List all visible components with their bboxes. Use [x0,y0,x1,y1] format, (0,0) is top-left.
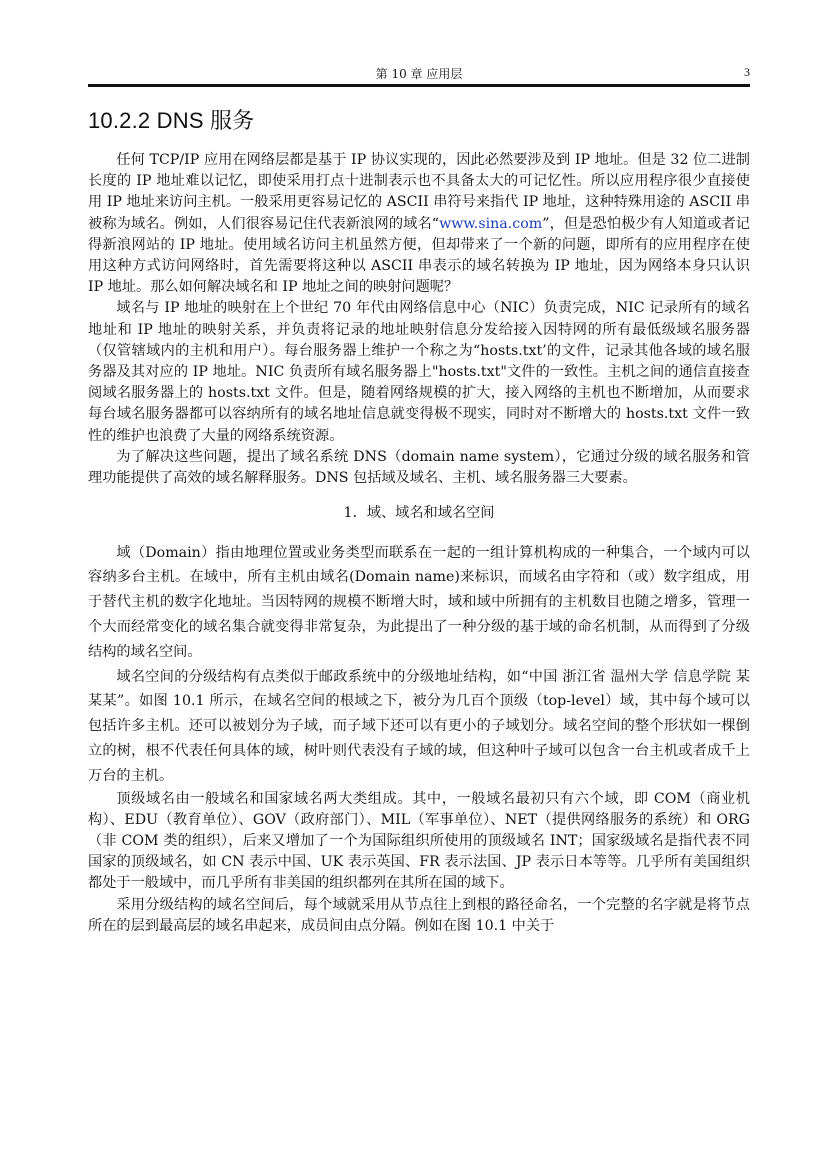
paragraph-main-1: 域（Domain）指由地理位置或业务类型而联系在一起的一组计算机构成的一种集合，一个域内可以容纳多台主机。在域中，所有主机由域名(Domain name)来标识，而域名由字符和（或）数字组成，用于替代主机的数字化地址。当因特网的规模不断增大时，域和域中所拥有的主机数目也随之增多，管理一个大而经常变化的域名集合就变得非常复杂，为此提出了一种分级的基于域的命名机制，从而得到了分级结构的域名空间。 [88,544,750,660]
body-text [88,150,750,937]
text-run: 任何 TCP/IP 应用在网络层都是基于 IP 协议实现的，因此必然要涉及到 IP 地址。但是 32 位二进制长度的 IP 地址难以记忆，即使采用打点十进制表示也不具备太大的可记忆性。所以应用程序很少直接使用 IP 地址来访问主机。一般采用更容易记忆的 ASCII 串符号来指代 IP 地址，这种特殊用途的 ASCII 串被称为域名。例如，人们很容易记住代表新浪网的域名“ [88,152,750,232]
chapter-title: 第 10 章 应用层 [375,67,463,81]
page-number: 3 [744,65,750,79]
text-run: ”，但是恐怕极少有人知道或者记得新浪网站的 IP 地址。使用域名访问主机虽然方便，但却带来了一个新的问题，即所有的应用程序在使用这种方式访问网络时，首先需要将这种以 ASCII 串表示的域名转换为 IP 地址，因为网络本身只认识 IP 地址。那么如何解决域名和 IP 地址之间的映射问题呢？ [88,215,750,296]
sina-link[interactable]: www.sina.com [439,215,543,232]
subsection-title: 1．域、域名和域名空间 [343,505,495,522]
section-title: 10.2.2 DNS 服务 [88,108,255,133]
paragraph-intro-1 [88,150,750,298]
header-rule [88,84,750,87]
paragraph-tail-1: 顶级域名由一般域名和国家域名两大类组成。其中，一般域名最初只有六个域，即 COM（商业机构）、EDU（教育单位）、GOV（政府部门）、MIL（军事单位）、NET（提供网络服务的系统）和 ORG（非 COM 类的组织），后来又增加了一个为国际组织所使用的顶级域名 INT；国家级域名是指代表不同国家的顶级域名，如 CN 表示中国、UK 表示英国、FR 表示法国、JP 表示日本等等。几乎所有美国组织都处于一般域中，而几乎所有非美国的组织都列在其所在国的域下。 [88,790,750,892]
paragraph-intro-2: 域名与 IP 地址的映射在上个世纪 70 年代由网络信息中心（NIC）负责完成，NIC 记录所有的域名地址和 IP 地址的映射关系，并负责将记录的地址映射信息分发给接入因特网的所有最低级域名服务器（仅管辖域内的主机和用户）。每台服务器上维护一个称之为“hosts.txt’的文件，记录其他各域的域名服务器及其对应的 IP 地址。NIC 负责所有域名服务器上"hosts.txt"文件的一致性。主机之间的通信直接查阅域名服务器上的 hosts.txt 文件。但是，随着网络规模的扩大，接入网络的主机也不断增加，从而要求每台域名服务器都可以容纳所有的域名地址信息就变得极不现实，同时对不断增大的 hosts.txt 文件一致性的维护也浪费了大量的网络系统资源。 [88,300,750,444]
paragraph-intro-3: 为了解决这些问题，提出了域名系统 DNS（domain name system），它通过分级的域名服务和管理功能提供了高效的域名解释服务。DNS 包括域及域名、主机、域名服务器三大要素。 [88,448,750,487]
page-header [88,62,750,84]
paragraph-tail-2: 采用分级结构的域名空间后，每个域就采用从节点往上到根的路径命名，一个完整的名字就是将节点所在的层到最高层的域名串起来，成员间由点分隔。例如在图 10.1 中关于 [88,896,750,934]
paragraph-main-2: 域名空间的分级结构有点类似于邮政系统中的分级地址结构，如“中国 浙江省 温州大学 信息学院 某某某”。如图 10.1 所示，在域名空间的根域之下，被分为几百个顶级（top-level）域，其中每个域可以包括许多主机。还可以被划分为子域，而子域下还可以有更小的子域划分。域名空间的整个形状如一棵倒立的树，根不代表任何具体的域，树叶则代表没有子域的域，但这种叶子域可以包含一台主机或者成千上万台的主机。 [88,668,750,784]
